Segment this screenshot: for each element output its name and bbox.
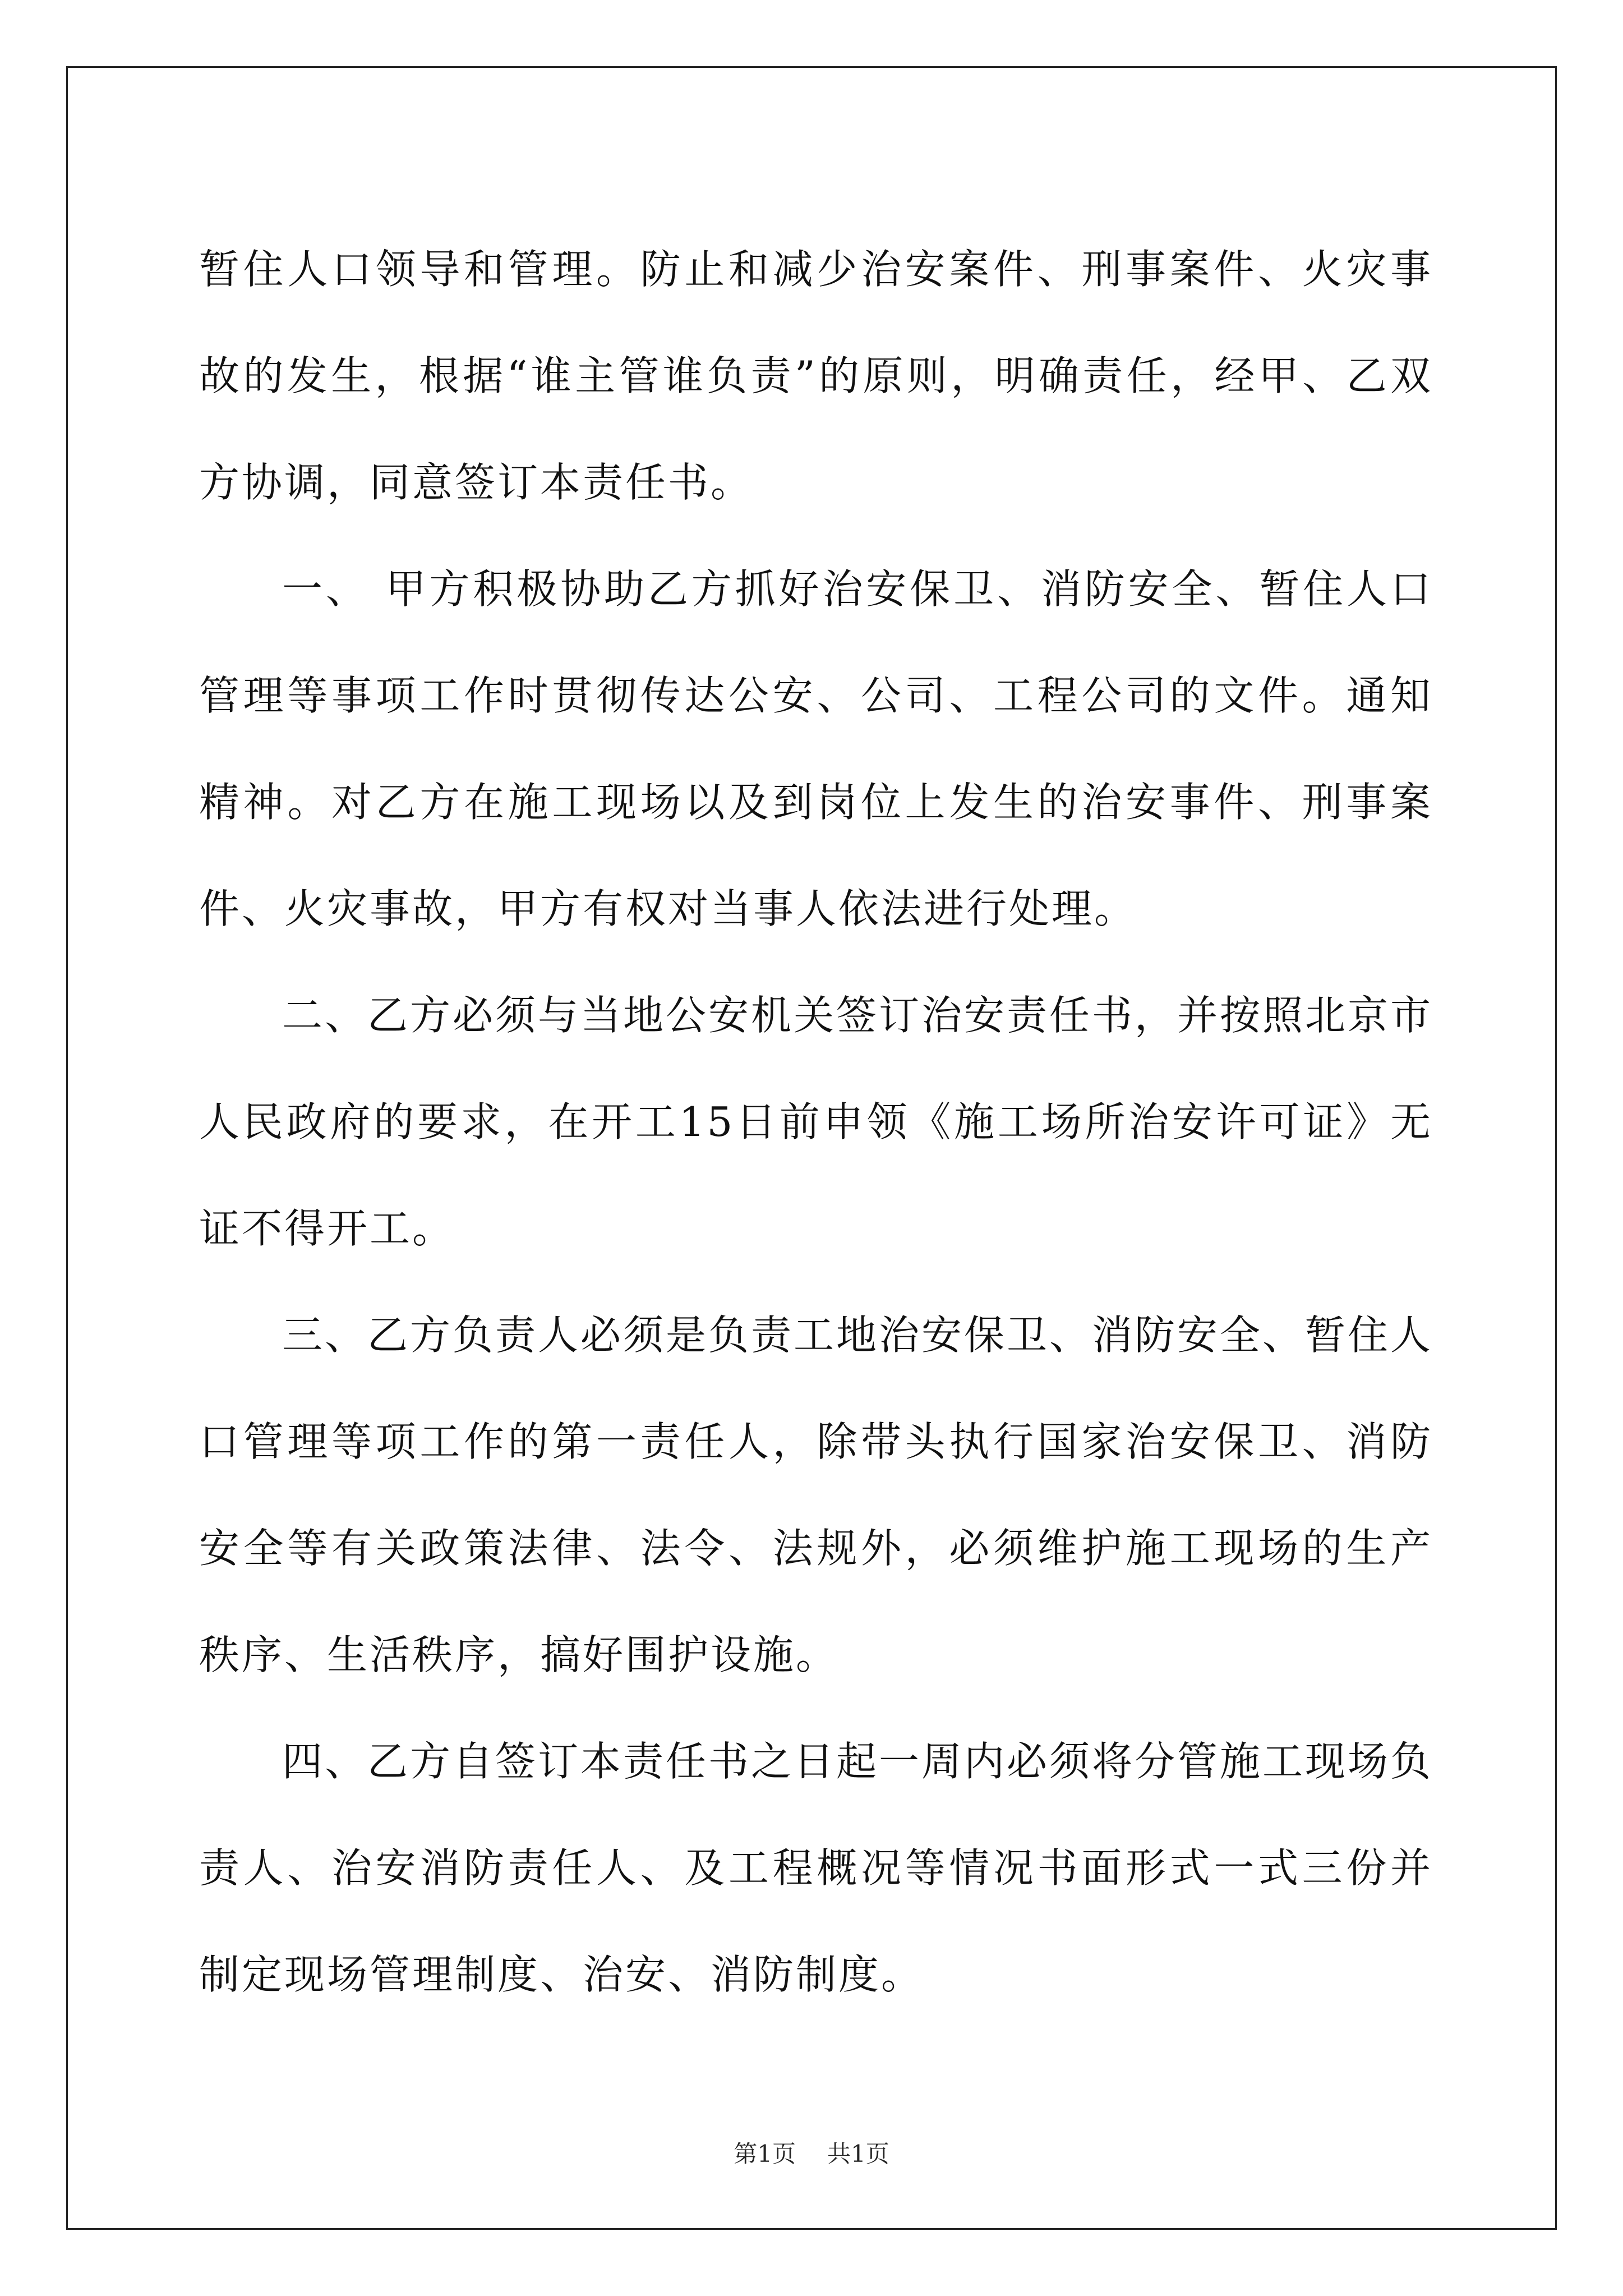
paragraph-clause-3: 三、乙方负责人必须是负责工地治安保卫、消防安全、暂住人口管理等项工作的第一责任人，除带头执行国家治安保卫、消防安全等有关政策法律、法令、法规外，必须维护施工现场的生产秩序、生活秩序，搞好围护设施。 <box>199 1312 1433 1678</box>
paragraph-clause-4: 四、乙方自签订本责任书之日起一周内必须将分管施工现场负责人、治安消防责任人、及工程概况等情况书面形式一式三份并制定现场管理制度、治安、消防制度。 <box>199 1738 1433 1998</box>
page-footer <box>0 2137 1623 2171</box>
paragraph-intro: 暂住人口领导和管理。防止和减少治安案件、刑事案件、火灾事故的发生，根据“谁主管谁负责”的原则，明确责任，经甲、乙双方协调，同意签订本责任书。 <box>199 246 1433 506</box>
document-body <box>199 216 1433 2028</box>
paragraph-clause-1: 一、 甲方积极协助乙方抓好治安保卫、消防安全、暂住人口管理等事项工作时贯彻传达公安、公司、工程公司的文件。通知精神。对乙方在施工现场以及到岗位上发生的治安事件、刑事案件、火灾事故，甲方有权对当事人依法进行处理。 <box>199 565 1433 932</box>
page-number: 第1页 <box>734 2140 796 2168</box>
paragraph-clause-2: 二、乙方必须与当地公安机关签订治安责任书，并按照北京市人民政府的要求，在开工15日前申领《施工场所治安许可证》无证不得开工。 <box>199 992 1433 1252</box>
page-total: 共1页 <box>827 2140 889 2168</box>
